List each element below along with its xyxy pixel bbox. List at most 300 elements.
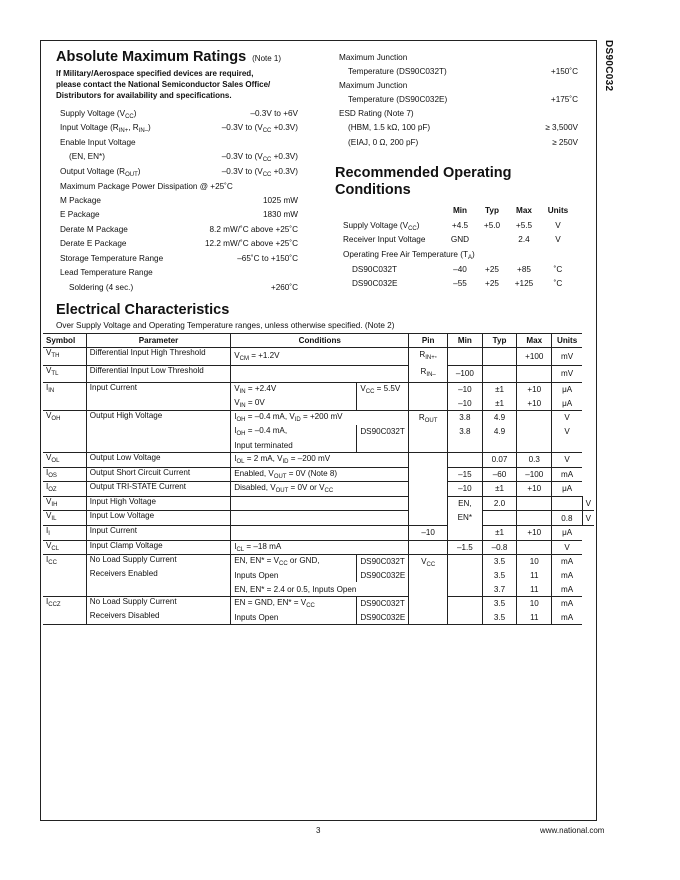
military-note-line: If Military/Aerospace specified devices are required, — [56, 69, 254, 78]
ec-condition-2-text: DS90C032T — [360, 599, 405, 609]
ec-condition-2 — [357, 383, 409, 397]
ec-condition-text: = –0.4 mA, V — [245, 412, 295, 422]
ec-condition-subscript: ID — [282, 459, 289, 466]
roc-label-text: ) — [472, 250, 475, 259]
ec-units: V — [582, 496, 594, 511]
ec-min — [447, 438, 482, 452]
amr-row-value — [263, 196, 298, 206]
roc-min: –55 — [453, 279, 467, 288]
amr-row-value — [209, 225, 298, 235]
table-row — [43, 482, 594, 497]
ec-condition-text: = +2.4V — [245, 384, 277, 394]
amr-label-subscript: OUT — [125, 172, 138, 178]
ec-typ: 3.5 — [482, 611, 517, 625]
amr-right-row-label — [339, 109, 414, 119]
ec-max: +10 — [517, 383, 552, 397]
amr-value-text: 1830 mW — [262, 210, 298, 219]
amr-row-label — [60, 167, 141, 180]
ec-symbol-subscript: TL — [51, 370, 59, 377]
amr-right-label-text: Maximum Junction — [339, 81, 408, 90]
ec-condition-2-text: DS90C032T — [360, 427, 405, 437]
ec-symbol-subscript: TH — [51, 353, 60, 359]
ec-condition-subscript: CC — [324, 488, 334, 495]
ec-pin — [409, 348, 448, 383]
roc-row-label — [352, 279, 398, 289]
ec-parameter — [86, 467, 230, 482]
ec-symbol-text: I — [46, 467, 49, 477]
ec-min: –100 — [447, 365, 482, 383]
ec-units: V — [552, 411, 582, 425]
ec-description: Over Supply Voltage and Operating Temperature ranges, unless otherwise specified. (Note 2) — [56, 321, 395, 330]
ec-condition — [231, 611, 357, 625]
ec-pin-line — [412, 348, 444, 365]
ec-units: mA — [552, 611, 582, 625]
ec-typ: ±1 — [482, 525, 517, 540]
amr-label-text: Derate E Package — [60, 239, 127, 248]
amr-value-text: +0.3V) — [271, 167, 298, 176]
ec-symbol-text: V — [46, 411, 52, 421]
ec-pin-subscript: IN+ — [425, 355, 435, 361]
roc-max: +125 — [514, 279, 534, 288]
ec-max — [517, 438, 552, 452]
ec-condition-2-subscript: CC — [365, 389, 375, 396]
col-parameter: Parameter — [86, 334, 230, 348]
amr-row-value — [222, 167, 298, 180]
ec-condition-subscript: OUT — [275, 488, 289, 495]
ec-units: mA — [552, 596, 582, 610]
roc-row-label — [343, 221, 420, 234]
amr-row-value — [222, 123, 298, 136]
ec-symbol-subscript: OZ — [48, 487, 57, 494]
ec-parameter — [86, 411, 230, 453]
ec-symbol-subscript: CC — [48, 560, 57, 567]
amr-value-text: +0.3V) — [271, 123, 298, 132]
amr-right-row-label — [339, 53, 407, 63]
ec-min — [447, 348, 482, 366]
amr-row-label — [60, 109, 137, 122]
roc-header-max: Max — [516, 206, 532, 215]
roc-label-text: ) — [416, 221, 420, 230]
ec-min — [447, 611, 482, 625]
ec-pin-line — [412, 365, 444, 382]
ec-condition — [231, 383, 357, 397]
ec-condition — [231, 411, 409, 425]
ec-units: V — [582, 511, 594, 526]
roc-units: V — [555, 235, 561, 244]
amr-label-text: Maximum Package Power Dissipation @ +25˚C — [60, 182, 233, 191]
ec-units: mV — [552, 348, 582, 366]
ec-condition-subscript: OUT — [273, 473, 287, 480]
amr-right-row-value — [545, 123, 578, 133]
amr-value-subscript: CC — [262, 157, 272, 163]
ec-typ: –0.8 — [482, 540, 517, 555]
amr-note: (Note 1) — [252, 54, 282, 63]
military-note — [56, 68, 270, 101]
ec-typ: 3.7 — [482, 582, 517, 596]
ec-condition-text: = –0.4 mA, — [245, 426, 288, 436]
amr-row-label — [69, 283, 133, 293]
ec-pin-line — [412, 555, 444, 572]
amr-right-row-label — [348, 67, 447, 77]
ec-parameter — [86, 511, 230, 526]
ec-parameter-text: Input High Voltage — [89, 496, 156, 506]
ec-parameter-text: Output High Voltage — [89, 411, 163, 421]
ec-units: mV — [552, 365, 582, 383]
ec-max: +10 — [517, 397, 552, 411]
ec-condition-2-text: DS90C032T — [360, 557, 405, 567]
ec-parameter-text: Receivers Disabled — [89, 610, 160, 620]
ec-parameter — [86, 540, 230, 555]
amr-label-subscript: IN+ — [118, 128, 129, 134]
ec-condition — [231, 397, 357, 411]
ec-max: 10 — [517, 596, 552, 610]
ec-max — [517, 540, 552, 555]
ec-condition-text: Enabled, V — [234, 468, 274, 478]
ec-condition — [231, 452, 409, 467]
ec-units: V — [552, 425, 582, 439]
ec-symbol — [43, 482, 86, 497]
amr-right-label-text: Temperature (DS90C032T) — [348, 67, 447, 76]
ec-condition-2-text: = 5.5V — [374, 384, 401, 394]
ec-units — [552, 438, 582, 452]
ec-symbol-subscript: OL — [51, 457, 60, 464]
col-units: Units — [552, 334, 582, 348]
ec-condition-subscript: IN — [239, 402, 246, 409]
ec-symbol-subscript: IH — [51, 501, 58, 508]
table-row — [43, 569, 594, 583]
amr-value-text: 12.2 mW/˚C above +25˚C — [204, 239, 298, 248]
roc-max: +85 — [517, 265, 531, 274]
ec-condition-2-text: DS90C032E — [360, 612, 406, 622]
ec-symbol-subscript: I — [48, 530, 50, 537]
ec-symbol — [43, 540, 86, 555]
ec-symbol-text: V — [46, 496, 52, 506]
roc-header-min: Min — [452, 206, 468, 215]
amr-row-value — [205, 239, 298, 249]
ec-pin-text: , — [434, 350, 437, 359]
ec-symbol — [43, 348, 86, 366]
table-row — [43, 496, 594, 511]
ec-condition-text: Input terminated — [234, 440, 293, 450]
amr-right-value-text: ≥ 250V — [552, 138, 578, 147]
amr-label-text: ) — [137, 167, 141, 176]
ec-min: –10 — [409, 525, 448, 540]
ec-condition-text: Inputs Open — [234, 571, 279, 581]
amr-row-value — [263, 210, 298, 220]
amr-label-subscript: CC — [125, 114, 134, 120]
amr-right-row-value — [552, 138, 578, 148]
ec-parameter — [86, 482, 230, 497]
roc-row-label — [343, 235, 425, 245]
table-row — [43, 511, 594, 526]
ec-parameter — [86, 452, 230, 467]
ec-condition-2 — [357, 596, 409, 610]
ec-max — [517, 365, 552, 383]
roc-label-text: Operating Free Air Temperature (T — [343, 250, 468, 259]
roc-typ: +25 — [485, 279, 499, 288]
ec-condition — [231, 569, 357, 583]
ec-symbol-text: V — [46, 511, 52, 521]
ec-parameter-text: Input Current — [89, 383, 138, 392]
page-number: 3 — [316, 826, 321, 835]
ec-condition-subscript: CC — [278, 561, 288, 568]
amr-label-text: , R — [128, 123, 139, 132]
ec-symbol-text: I — [46, 555, 49, 565]
roc-row-label — [343, 250, 475, 263]
ec-condition-text: = –18 mA — [244, 541, 282, 551]
roc-max: 2.4 — [518, 235, 530, 244]
ec-pin — [447, 496, 482, 540]
amr-value-text: –65˚C to +150˚C — [237, 254, 298, 263]
ec-condition — [231, 555, 357, 569]
roc-title — [335, 165, 511, 199]
ec-symbol — [43, 511, 86, 526]
amr-value-text: 8.2 mW/˚C above +25˚C — [209, 225, 298, 234]
amr-row-value — [222, 152, 298, 165]
table-row — [43, 611, 594, 625]
amr-right-label-text: Temperature (DS90C032E) — [348, 95, 448, 104]
amr-right-row-label — [348, 123, 430, 133]
table-row — [43, 411, 594, 425]
ec-parameter — [86, 555, 230, 569]
ec-max: 0.3 — [517, 452, 552, 467]
ec-symbol-text: V — [46, 365, 52, 375]
ec-condition-text: or GND, — [287, 556, 320, 566]
amr-right-label-text: ESD Rating (Note 7) — [339, 109, 414, 118]
amr-value-text: –0.3V to +6V — [250, 109, 298, 118]
ec-max: 11 — [517, 611, 552, 625]
ec-condition-text: Inputs Open — [234, 612, 279, 622]
roc-min: –40 — [453, 265, 467, 274]
ec-symbol-subscript: IL — [51, 516, 57, 523]
ec-condition-text: = 2 mA, V — [244, 454, 283, 464]
amr-value-subscript: CC — [262, 128, 272, 134]
ec-typ: ±1 — [482, 482, 517, 497]
ec-units: mA — [552, 555, 582, 569]
ec-condition-subscript: OH — [236, 431, 246, 438]
roc-row-label — [352, 265, 397, 275]
amr-row-label — [60, 138, 136, 148]
amr-value-text: +0.3V) — [271, 152, 298, 161]
amr-row-label — [60, 239, 126, 249]
roc-typ: +25 — [485, 265, 499, 274]
ec-units: mA — [552, 569, 582, 583]
ec-parameter-text: Output Low Voltage — [89, 452, 161, 462]
ec-symbol-subscript: IN — [48, 388, 55, 394]
ec-condition-text: = 0V or V — [288, 483, 325, 493]
amr-title — [56, 49, 281, 65]
col-max: Max — [517, 334, 552, 348]
ec-title: Electrical Characteristics — [56, 302, 230, 318]
amr-value-text: +260˚C — [270, 283, 298, 292]
ec-condition-subscript: OH — [236, 417, 246, 424]
ec-symbol-subscript: CCZ — [48, 601, 61, 608]
ec-typ: ±1 — [482, 397, 517, 411]
ec-condition — [231, 540, 409, 555]
ec-parameter — [86, 611, 230, 625]
ec-max — [517, 425, 552, 439]
ec-pin — [409, 411, 448, 453]
table-row — [43, 555, 594, 569]
ec-min: 3.8 — [447, 425, 482, 439]
roc-label-text: Supply Voltage (V — [343, 221, 409, 230]
ec-pin — [409, 383, 448, 411]
amr-row-label — [60, 196, 101, 206]
roc-header-typ: Typ — [485, 206, 499, 215]
ec-condition-text: = +200 mV — [300, 412, 343, 422]
ec-symbol — [43, 383, 86, 411]
table-row — [43, 383, 594, 397]
ec-min: 2.0 — [482, 496, 517, 511]
amr-label-subscript: IN– — [138, 128, 149, 134]
ec-pin-text: R — [420, 367, 427, 376]
ec-parameter — [86, 569, 230, 597]
ec-table — [43, 333, 594, 625]
ec-condition-text: I — [234, 454, 237, 464]
amr-right-row-label — [348, 138, 418, 148]
table-row — [43, 540, 594, 555]
ec-units: V — [552, 452, 582, 467]
ec-symbol — [43, 365, 86, 383]
ec-parameter-text: Receivers Enabled — [89, 568, 158, 578]
ec-min — [447, 555, 482, 569]
table-row — [43, 467, 594, 482]
amr-label-text: Derate M Package — [60, 225, 128, 234]
roc-label-text: DS90C032T — [352, 265, 398, 274]
amr-label-text: M Package — [60, 196, 101, 205]
ec-condition-text: I — [234, 412, 237, 422]
ec-condition — [231, 582, 409, 596]
ec-symbol — [43, 525, 86, 540]
ec-typ: 4.9 — [482, 425, 517, 439]
ec-pin-text: R — [418, 413, 425, 423]
ec-condition-text: V — [234, 384, 240, 394]
ec-max: 11 — [517, 582, 552, 596]
table-row — [43, 348, 594, 366]
ec-condition — [231, 467, 409, 482]
ec-min: –15 — [447, 467, 482, 482]
ec-min — [447, 452, 482, 467]
roc-header-units: Units — [547, 206, 569, 215]
roc-min: +4.5 — [451, 221, 469, 230]
ec-max — [517, 411, 552, 425]
ec-condition — [231, 425, 357, 439]
ec-condition-2 — [357, 611, 409, 625]
ec-condition-subscript: IN — [239, 389, 246, 396]
ec-pin-subscript: CC — [426, 562, 436, 569]
ec-parameter — [86, 596, 230, 610]
ec-pin-line — [412, 411, 444, 428]
roc-units: ˚C — [553, 265, 563, 274]
table-row — [43, 452, 594, 467]
amr-label-text: ) — [148, 123, 151, 132]
amr-right-value-text: ≥ 3,500V — [545, 123, 578, 132]
amr-value-text: 1025 mW — [262, 196, 298, 205]
ec-parameter-text: Input Clamp Voltage — [89, 540, 163, 550]
ec-symbol-text: V — [46, 540, 52, 550]
amr-value-text: –0.3V to (V — [221, 152, 263, 161]
ec-symbol — [43, 411, 86, 453]
ec-condition — [231, 525, 409, 540]
ec-condition-text: EN = GND, EN* = V — [234, 598, 307, 608]
roc-typ: +5.0 — [483, 221, 501, 230]
ec-max: 11 — [517, 569, 552, 583]
amr-right-row-label — [348, 95, 447, 105]
ec-parameter-text: Differential Input Low Threshold — [89, 365, 204, 375]
ec-units: μA — [552, 383, 582, 397]
ec-units: mA — [552, 582, 582, 596]
ec-condition — [231, 496, 409, 511]
footer-url: www.national.com — [540, 826, 605, 835]
amr-right-value-text: +175˚C — [550, 95, 578, 104]
ec-min — [447, 569, 482, 583]
ec-symbol-subscript: OS — [48, 472, 57, 479]
ec-symbol — [43, 496, 86, 511]
amr-label-text: Enable Input Voltage — [60, 138, 136, 147]
ec-parameter-text: Input Low Voltage — [89, 511, 155, 521]
ec-symbol-subscript: CL — [51, 545, 60, 552]
amr-label-text: Supply Voltage (V — [60, 109, 126, 118]
amr-row-label — [60, 268, 153, 278]
roc-label-text: DS90C032E — [352, 279, 398, 288]
ec-condition-subscript: CC — [306, 603, 315, 610]
roc-title-line: Recommended Operating — [335, 165, 512, 181]
military-note-line: please contact the National Semiconductor Sales Office/ — [56, 80, 271, 89]
ec-condition-text: = +1.2V — [248, 350, 280, 360]
amr-label-text: Input Voltage (R — [60, 123, 119, 132]
ec-symbol-text: I — [46, 482, 49, 492]
amr-label-text: (EN, EN*) — [69, 152, 105, 161]
ec-parameter-text: Output TRI-STATE Current — [89, 482, 187, 492]
ec-condition-text: = 0V — [245, 397, 265, 407]
ec-symbol — [43, 555, 86, 597]
amr-row-label — [69, 152, 105, 162]
amr-label-text: Output Voltage (R — [60, 167, 126, 176]
ec-pin-line: EN* — [457, 512, 473, 522]
ec-condition — [231, 348, 409, 366]
ec-symbol-text: I — [46, 383, 49, 392]
amr-value-subscript: CC — [262, 172, 272, 178]
ec-typ: –60 — [482, 467, 517, 482]
roc-label-subscript: A — [468, 255, 473, 261]
ec-typ — [482, 365, 517, 383]
roc-min: GND — [450, 235, 470, 244]
amr-row-label — [60, 210, 100, 220]
ec-symbol-text: I — [46, 525, 49, 535]
amr-right-label-text: (EIAJ, 0 Ω, 200 pF) — [348, 138, 419, 147]
roc-units: ˚C — [553, 279, 563, 288]
ec-condition-subscript: ID — [294, 417, 301, 424]
ec-units: μA — [552, 397, 582, 411]
ec-typ: ±1 — [482, 383, 517, 397]
ec-symbol-text: I — [46, 596, 49, 606]
ec-min: 3.8 — [447, 411, 482, 425]
ec-parameter-text: No Load Supply Current — [89, 596, 177, 606]
ec-parameter-text: Output Short Circuit Current — [89, 467, 191, 477]
ec-symbol-subscript: OH — [51, 416, 61, 423]
ec-condition-2 — [357, 397, 409, 411]
amr-label-text: Lead Temperature Range — [60, 268, 153, 277]
ec-typ: 4.9 — [482, 411, 517, 425]
ec-condition-2-text: V — [360, 384, 366, 394]
ec-symbol-text: V — [46, 348, 52, 357]
ec-condition-text: = 0V (Note 8) — [286, 468, 338, 478]
amr-value-text: –0.3V to (V — [221, 123, 263, 132]
amr-row-value — [237, 254, 298, 264]
ec-min: –10 — [447, 397, 482, 411]
amr-row-value — [250, 109, 298, 119]
ec-parameter-text: Differential Input High Threshold — [89, 348, 206, 357]
